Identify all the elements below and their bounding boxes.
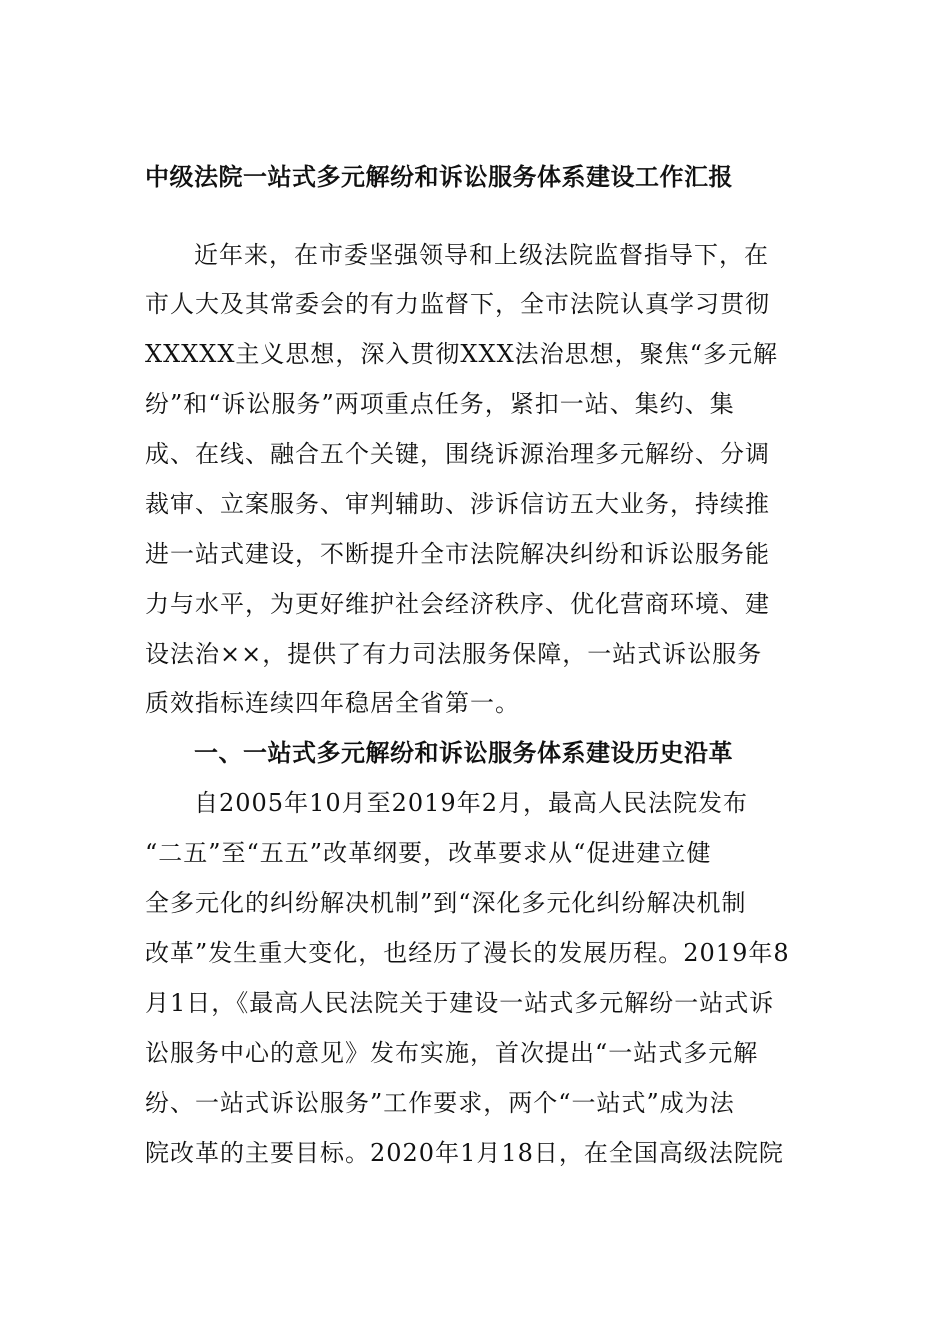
intro-line-8: 力与水平，为更好维护社会经济秩序、优化营商环境、建 — [145, 590, 770, 618]
intro-line-10: 质效指标连续四年稳居全省第一。 — [145, 689, 520, 717]
section-1-line-3: 全多元化的纠纷解决机制”到“深化多元化纠纷解决机制 — [145, 889, 747, 917]
document-title: 中级法院一站式多元解纷和诉讼服务体系建设工作汇报 — [145, 162, 733, 191]
section-1-line-5: 月1日，《最高人民法院关于建设一站式多元解纷一站式诉 — [145, 989, 775, 1017]
intro-line-7: 进一站式建设，不断提升全市法院解决纠纷和诉讼服务能 — [145, 540, 770, 568]
intro-line-2: 市人大及其常委会的有力监督下，全市法院认真学习贯彻 — [145, 290, 770, 318]
section-1-line-7: 纷、一站式诉讼服务”工作要求，两个“一站式”成为法 — [145, 1089, 735, 1117]
section-1-line-8: 院改革的主要目标。2020年1月18日，在全国高级法院院 — [145, 1139, 784, 1167]
section-1-line-6: 讼服务中心的意见》发布实施，首次提出“一站式多元解 — [145, 1039, 759, 1067]
intro-line-3: XXXXX主义思想，深入贯彻XXX法治思想，聚焦“多元解 — [145, 340, 778, 368]
intro-line-6: 裁审、立案服务、审判辅助、涉诉信访五大业务，持续推 — [145, 490, 770, 518]
section-1-heading: 一、一站式多元解纷和诉讼服务体系建设历史沿革 — [194, 738, 733, 767]
intro-line-9: 设法治××，提供了有力司法服务保障，一站式诉讼服务 — [145, 640, 763, 668]
section-1-line-1: 自2005年10月至2019年2月，最高人民法院发布 — [194, 789, 748, 817]
intro-line-1: 近年来，在市委坚强领导和上级法院监督指导下，在 — [194, 241, 769, 269]
section-1-line-4: 改革”发生重大变化，也经历了漫长的发展历程。2019年8 — [145, 939, 790, 967]
section-1-line-2: “二五”至“五五”改革纲要，改革要求从“促进建立健 — [145, 839, 712, 867]
intro-line-5: 成、在线、融合五个关键，围绕诉源治理多元解纷、分调 — [145, 440, 770, 468]
intro-line-4: 纷”和“诉讼服务”两项重点任务，紧扣一站、集约、集 — [145, 390, 735, 418]
